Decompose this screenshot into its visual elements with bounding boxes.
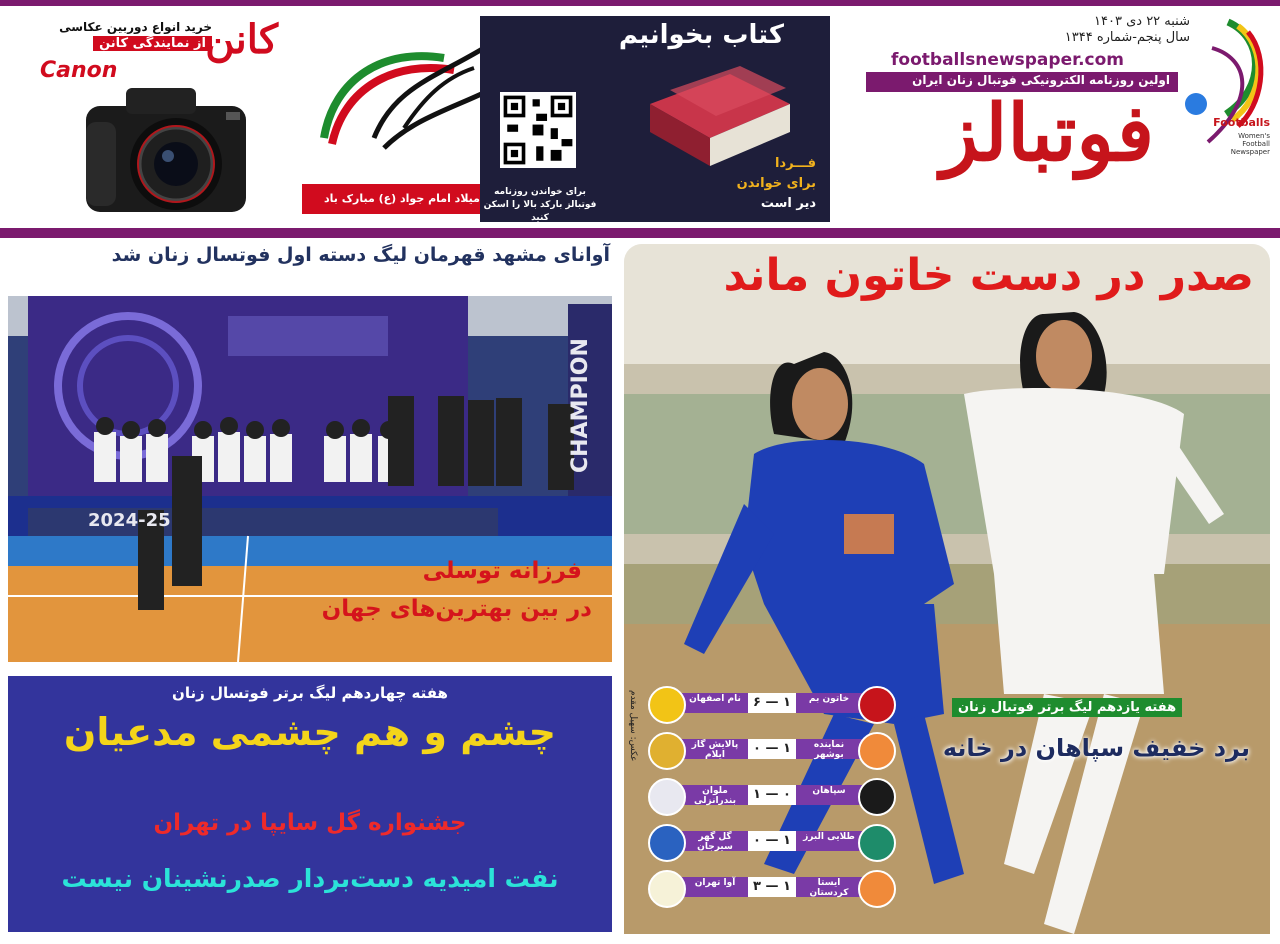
home-team-logo-icon [858, 732, 896, 770]
home-team-logo-icon [858, 824, 896, 862]
book-ad[interactable] [480, 16, 830, 222]
box-subheadline-2: نفت امیدیه دست‌بردار صدرنشینان نیست [61, 864, 559, 893]
logo-english-subtitle: Women's Football Newspaper [1230, 132, 1270, 156]
logo-wordmark: فوتبالز [940, 88, 1154, 179]
champions-photo[interactable] [8, 296, 612, 662]
logo-english: Footballs [1213, 116, 1270, 129]
box-kicker: هفته چهاردهم لیگ برتر فوتسال زنان [172, 684, 448, 702]
site-url[interactable]: footballsnewspaper.com [891, 50, 1124, 70]
home-team-logo-icon [858, 686, 896, 724]
camera-image [76, 82, 256, 218]
photo-caption-subtitle: در بین بهترین‌های جهان [321, 596, 592, 622]
book-ad-title: کتاب بخوانیم [618, 20, 784, 50]
header-rule [0, 228, 1280, 238]
result-away-team: گل گهر سیرجان [697, 832, 733, 852]
photo-credit: عکس: سهیل مقدم [628, 690, 638, 762]
result-away-team: پالایش گاز ایلام [691, 740, 739, 760]
book-motto [737, 154, 816, 214]
result-row [648, 868, 896, 906]
issue-volume: سال پنجم-شماره ۱۳۴۴ [1064, 30, 1190, 45]
result-home-team: خاتون بم [808, 694, 850, 704]
match-headline[interactable]: برد خفیف سپاهان در خانه [942, 734, 1250, 762]
away-team-logo-icon [648, 686, 686, 724]
result-row [648, 822, 896, 860]
champion-banner: CHAMPION [568, 338, 593, 474]
tagline: اولین روزنامه الکترونیکی فوتبال زنان ایران [912, 73, 1170, 87]
result-score: ۶ — ۱ [748, 693, 796, 713]
issue-date: شنبه ۲۲ دی ۱۴۰۳ [1094, 14, 1190, 29]
result-away-team: نام اصفهان [689, 694, 741, 704]
match-kicker: هفته یازدهم لیگ برتر فوتبال زنان [952, 698, 1182, 717]
masthead[interactable] [846, 12, 1274, 226]
home-team-logo-icon [858, 778, 896, 816]
canon-ad-tagline: خرید انواع دوربین عکاسی [59, 20, 212, 34]
left-headline[interactable]: آوانای مشهد قهرمان لیگ دسته اول فوتسال زنان شد [111, 244, 610, 266]
result-away-team: ملوان بندرانزلی [694, 786, 736, 806]
result-score: ۰ — ۱ [748, 831, 796, 851]
canon-ad-dealer: از نمایندگی کانن [93, 36, 212, 51]
champions-logo [304, 18, 504, 168]
box-subheadline-1: جشنواره گل سایپا در تهران [153, 810, 467, 836]
book-motto-line-3: دیر است [760, 196, 816, 211]
photo-caption-name: فرزانه توسلی [422, 558, 582, 584]
away-team-logo-icon [648, 870, 686, 908]
result-home-team: سپاهان [812, 786, 846, 796]
season-banner: 2024-25 [88, 510, 171, 531]
home-team-logo-icon [858, 870, 896, 908]
qr-code-icon[interactable] [500, 92, 576, 168]
main-headline[interactable]: صدر در دست خاتون ماند [723, 250, 1254, 301]
canon-brand-fa: کانن [205, 16, 278, 63]
result-home-team: نماینده بوشهر [813, 740, 845, 760]
away-team-logo-icon [648, 824, 686, 862]
futsal-league-box[interactable] [8, 676, 612, 932]
birthday-greeting: میلاد امام جواد (ع) مبارک باد [302, 184, 502, 214]
away-team-logo-icon [648, 778, 686, 816]
book-motto-line-1: فـــردا [774, 156, 816, 171]
result-score: ۰ — ۱ [748, 739, 796, 759]
box-title: چشم و هم چشمی مدعیان [63, 710, 557, 754]
away-team-logo-icon [648, 732, 686, 770]
result-home-team: ایستا کردستان [809, 878, 849, 898]
result-score: ۳ — ۱ [748, 877, 796, 897]
qr-instructions: برای خواندن روزنامه فوتبالز بارکد بالا را اسکن کنید [483, 187, 597, 223]
canon-ad[interactable] [20, 16, 282, 222]
result-away-team: آوا تهران [694, 878, 736, 888]
result-score: ۱ — ۰ [748, 785, 796, 805]
book-motto-line-2: برای خواندن [736, 176, 816, 191]
result-row [648, 776, 896, 814]
result-home-team: طلایی البرز [803, 832, 855, 842]
result-row [648, 730, 896, 768]
canon-brand-en: Canon [40, 58, 118, 83]
result-row [648, 684, 896, 722]
